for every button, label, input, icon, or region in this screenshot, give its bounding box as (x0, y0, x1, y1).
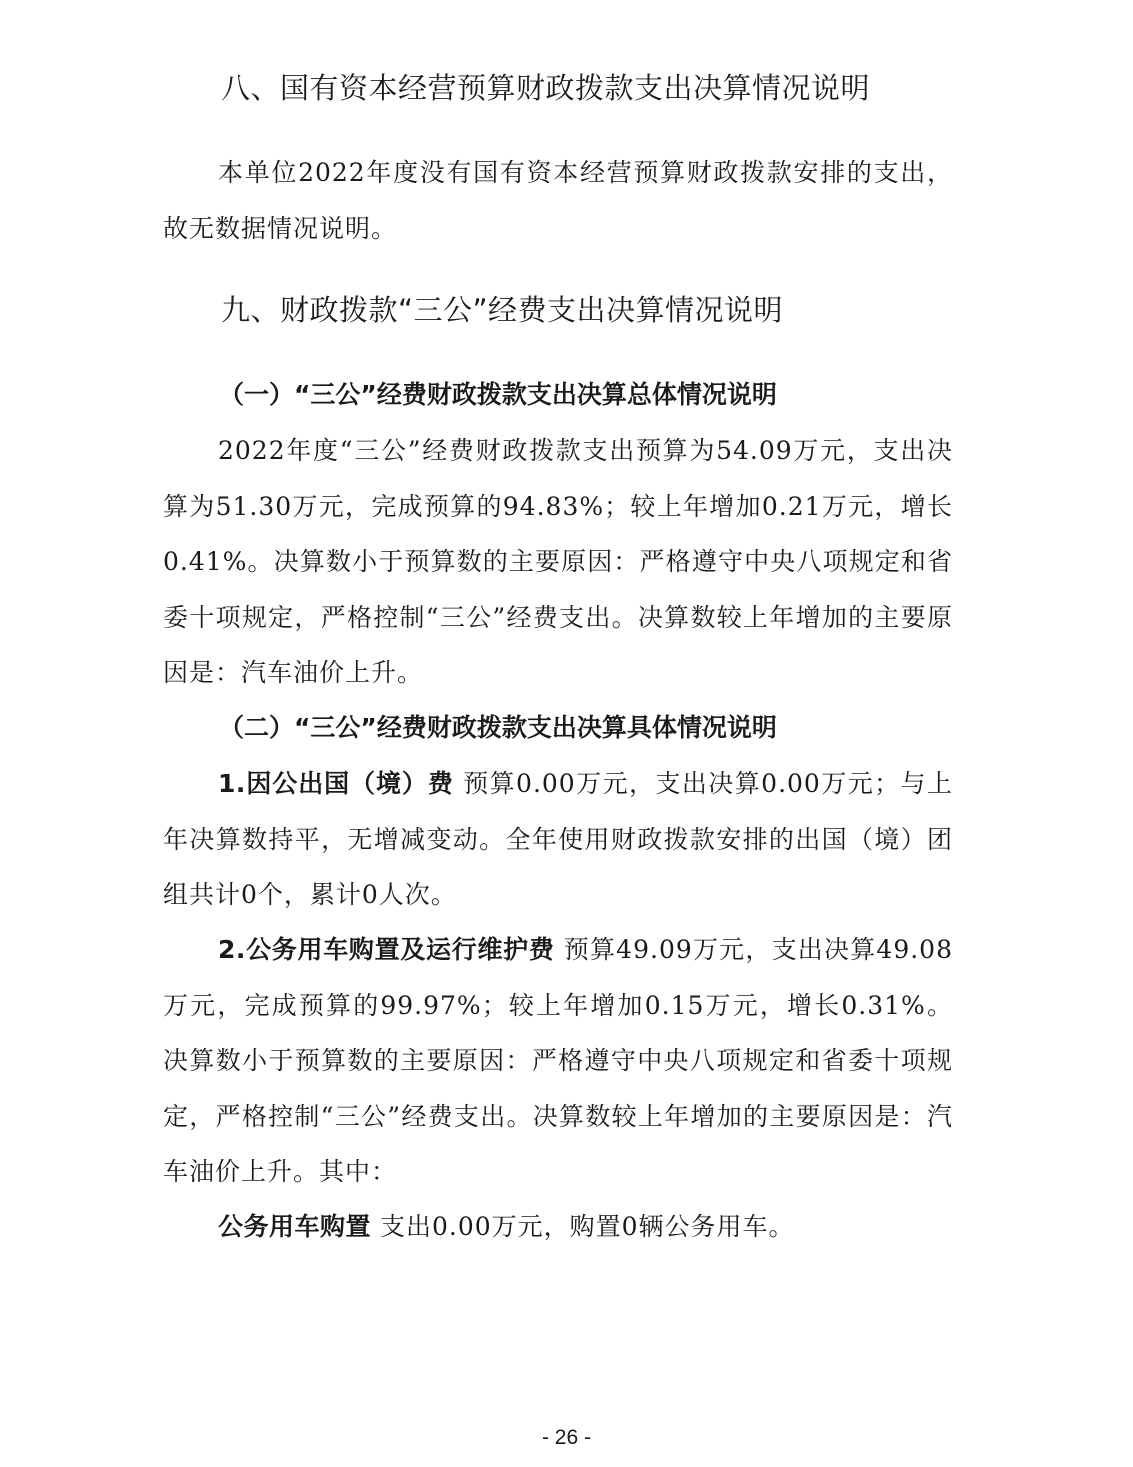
item-3-text: 支出0.00万元，购置0辆公务用车。 (371, 1212, 795, 1241)
item-1-lead: 1.因公出国（境）费 (218, 769, 454, 798)
section-8-paragraph: 本单位2022年度没有国有资本经营预算财政拨款安排的支出，故无数据情况说明。 (163, 158, 953, 243)
item-3-paragraph (163, 1199, 953, 1255)
section-8-heading: 八、国有资本经营预算财政拨款支出决算情况说明 (221, 71, 871, 105)
item-2-lead: 2.公务用车购置及运行维护费 (218, 935, 555, 964)
item-3-lead: 公务用车购置 (218, 1212, 372, 1241)
item-1-text: 预算0.00万元，支出决算0.00万元；与上年决算数持平，无增减变动。全年使用财政拨款安排的出国（境）团组共计0个，累计0人次。 (163, 769, 953, 909)
subsection-1 (163, 375, 953, 415)
item-2 (163, 922, 953, 1200)
section-9 (163, 290, 953, 330)
subsection-1-paragraph: 2022年度“三公”经费财政拨款支出预算为54.09万元，支出决算为51.30万元，完成预算的94.83%；较上年增加0.21万元，增长0.41%。决算数小于预算数的主要原因：严格遵守中央八项规定和省委十项规定，严格控制“三公”经费支出。决算数较上年增加的主要原因是：汽车油价上升。 (163, 436, 953, 687)
section-8 (163, 68, 953, 108)
item-1-paragraph (163, 756, 953, 923)
subsection-1-body (163, 423, 953, 701)
item-1 (163, 756, 953, 923)
item-3 (163, 1199, 953, 1255)
subsection-2-heading: （二）“三公”经费财政拨款支出决算具体情况说明 (219, 713, 777, 742)
subsection-2 (163, 708, 953, 748)
subsection-1-heading: （一）“三公”经费财政拨款支出决算总体情况说明 (219, 380, 777, 409)
item-2-text: 预算49.09万元，支出决算49.08万元，完成预算的99.97%；较上年增加0.15万元，增长0.31%。决算数小于预算数的主要原因：严格遵守中央八项规定和省委十项规定，严格控制“三公”经费支出。决算数较上年增加的主要原因是：汽车油价上升。其中： (163, 935, 953, 1186)
page-number: - 26 - (541, 1426, 591, 1449)
section-9-heading: 九、财政拨款“三公”经费支出决算情况说明 (221, 293, 784, 327)
item-2-paragraph (163, 922, 953, 1200)
section-8-body (163, 145, 953, 256)
